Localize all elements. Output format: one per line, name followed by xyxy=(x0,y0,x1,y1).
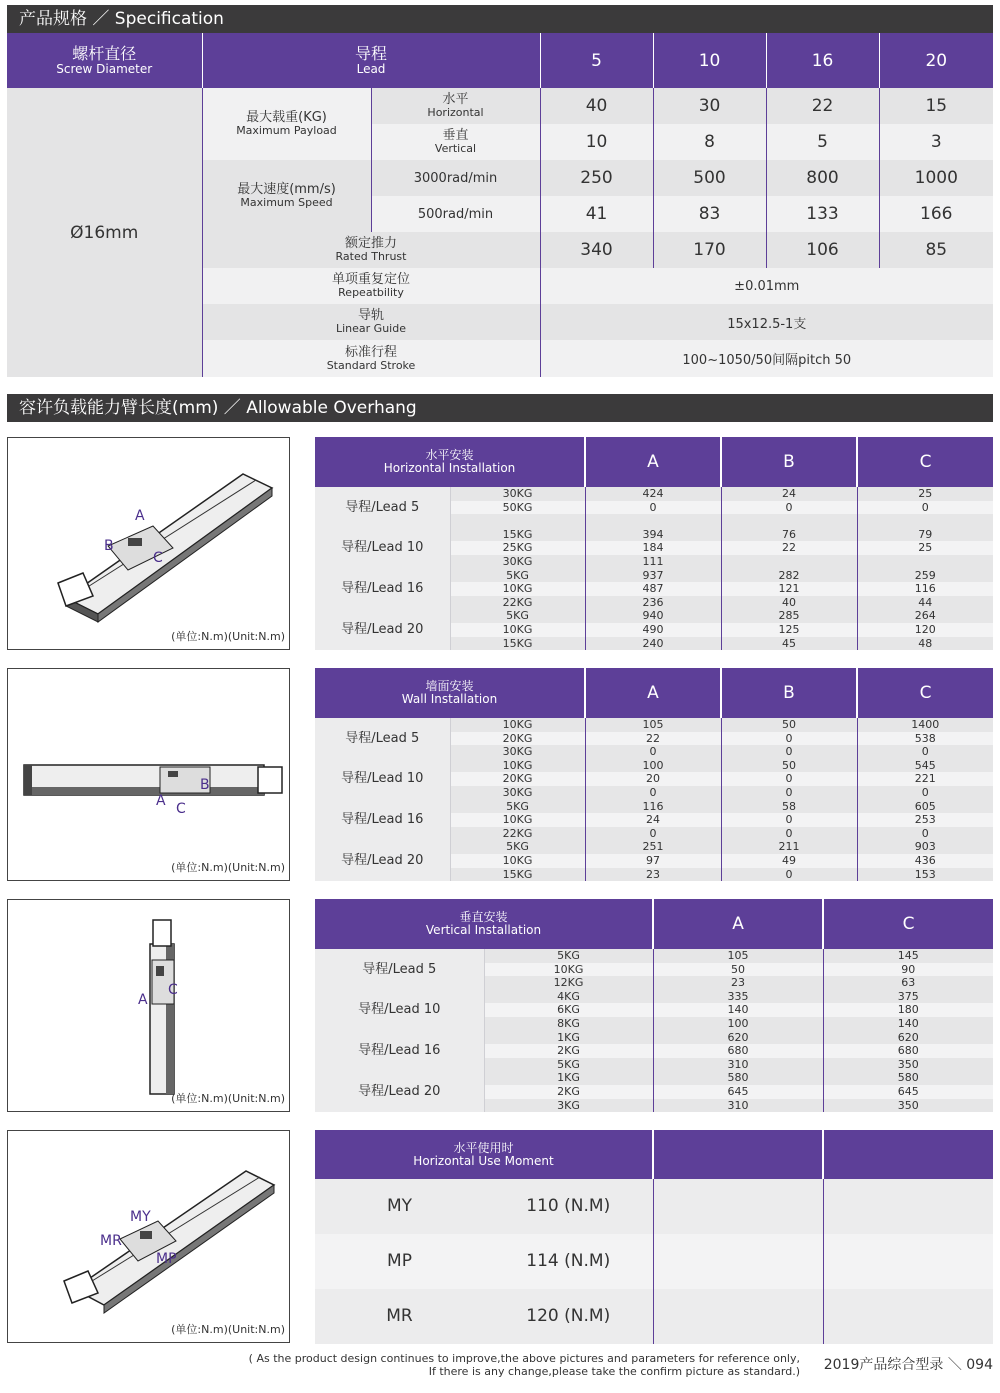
value-cell: 645 xyxy=(823,1085,993,1099)
value-cell: 903 xyxy=(857,840,993,854)
value-cell: 100 xyxy=(585,759,721,773)
moment-mp-label: MP xyxy=(315,1234,484,1289)
label-c: C xyxy=(168,982,178,998)
label-b: B xyxy=(104,538,114,554)
value-cell: 221 xyxy=(857,772,993,786)
value-cell: 120 xyxy=(857,623,993,637)
load-cell: 5KG xyxy=(484,949,653,963)
moment-table-title: 水平使用时 Horizontal Use Moment xyxy=(315,1130,653,1179)
value-cell: 424 xyxy=(585,487,721,501)
value-cell: 490 xyxy=(585,623,721,637)
screw-diameter-value: Ø16mm xyxy=(7,88,202,377)
lead-10-header: 10 xyxy=(653,33,766,88)
value-cell: 538 xyxy=(857,732,993,746)
moment-table xyxy=(315,1130,993,1344)
lead-label: 导程/Lead 20 xyxy=(315,1071,484,1112)
wall-overhang-table xyxy=(315,668,993,881)
speed-label: 最大速度(mm/s) Maximum Speed xyxy=(202,160,371,232)
load-cell: 20KG xyxy=(450,732,585,746)
speed1-16: 800 xyxy=(766,160,879,196)
value-cell: 285 xyxy=(721,609,857,623)
lead-label: 导程/Lead 5 xyxy=(315,949,484,990)
label-my: MY xyxy=(130,1209,151,1225)
load-cell: 10KG xyxy=(450,623,585,637)
load-cell: 5KG xyxy=(484,1058,653,1072)
value-cell: 0 xyxy=(857,786,993,800)
payload-v-5: 10 xyxy=(540,124,653,160)
lead-label: 导程/Lead 20 xyxy=(315,609,450,650)
lead-20-header: 20 xyxy=(879,33,993,88)
load-cell: 5KG xyxy=(450,609,585,623)
value-cell: 0 xyxy=(857,827,993,841)
value-cell: 140 xyxy=(823,1017,993,1031)
value-cell: 580 xyxy=(823,1071,993,1085)
value-cell: 350 xyxy=(823,1058,993,1072)
load-cell: 5KG xyxy=(450,569,585,583)
load-cell: 15KG xyxy=(450,528,585,542)
table-row xyxy=(315,609,993,623)
vertical-label: 垂直 Vertical xyxy=(371,124,540,160)
speed1-10: 500 xyxy=(653,160,766,196)
load-cell: 1KG xyxy=(484,1031,653,1045)
value-cell: 0 xyxy=(585,786,721,800)
value-cell: 44 xyxy=(857,596,993,610)
lead-label: 导程/Lead 16 xyxy=(315,1031,484,1072)
screw-diameter-header: 螺杆直径 Screw Diameter xyxy=(7,33,202,88)
value-cell: 0 xyxy=(857,501,993,515)
value-cell: 0 xyxy=(585,827,721,841)
value-cell: 121 xyxy=(721,582,857,596)
payload-v-10: 8 xyxy=(653,124,766,160)
value-cell: 90 xyxy=(823,963,993,977)
vertical-actuator-drawing xyxy=(8,900,289,1111)
value-cell: 940 xyxy=(585,609,721,623)
value-cell: 0 xyxy=(721,813,857,827)
wall-actuator-drawing xyxy=(8,669,289,880)
thrust-label: 额定推力 Rated Thrust xyxy=(202,232,540,268)
value-cell: 0 xyxy=(721,501,857,515)
value-cell: 184 xyxy=(585,541,721,555)
unit-label: (单位:N.m)(Unit:N.m) xyxy=(171,1092,285,1105)
col-a-header: A xyxy=(653,899,823,949)
label-b: B xyxy=(200,777,210,793)
label-a: A xyxy=(156,793,166,809)
load-cell: 10KG xyxy=(484,963,653,977)
value-cell: 0 xyxy=(585,501,721,515)
lead-label: 导程/Lead 20 xyxy=(315,840,450,881)
moment-empty xyxy=(653,1179,823,1234)
table-row xyxy=(315,990,993,1004)
repeatability-label: 单项重复定位 Repeatbility xyxy=(202,268,540,304)
unit-label: (单位:N.m)(Unit:N.m) xyxy=(171,1323,285,1336)
stroke-label: 标准行程 Standard Stroke xyxy=(202,340,540,377)
moment-empty xyxy=(653,1289,823,1344)
speed2-5: 41 xyxy=(540,196,653,232)
value-cell: 394 xyxy=(585,528,721,542)
moment-empty xyxy=(823,1289,993,1344)
speed2-20: 166 xyxy=(879,196,993,232)
wall-table-title: 墙面安装 Wall Installation xyxy=(315,668,585,718)
value-cell: 45 xyxy=(721,637,857,651)
value-cell: 50 xyxy=(721,718,857,732)
value-cell: 22 xyxy=(721,541,857,555)
unit-label: (单位:N.m)(Unit:N.m) xyxy=(171,861,285,874)
value-cell: 100 xyxy=(653,1017,823,1031)
value-cell: 253 xyxy=(857,813,993,827)
value-cell: 153 xyxy=(857,868,993,882)
horizontal-install-diagram xyxy=(7,437,290,650)
empty-header xyxy=(823,1130,993,1179)
table-row xyxy=(315,1071,993,1085)
value-cell: 620 xyxy=(653,1031,823,1045)
overhang-section-title: 容许负载能力臂长度(mm) ／ Allowable Overhang xyxy=(7,394,993,422)
value-cell: 48 xyxy=(857,637,993,651)
payload-h-20: 15 xyxy=(879,88,993,124)
value-cell: 0 xyxy=(721,745,857,759)
col-a-header: A xyxy=(585,437,721,487)
lead-label: 导程/Lead 5 xyxy=(315,487,450,528)
label-c: C xyxy=(153,550,163,566)
value-cell: 0 xyxy=(721,827,857,841)
load-cell: 10KG xyxy=(450,854,585,868)
vertical-install-diagram xyxy=(7,899,290,1112)
value-cell: 0 xyxy=(721,786,857,800)
value-cell: 111 xyxy=(585,555,721,569)
table-row xyxy=(315,1031,993,1045)
horizontal-actuator-drawing xyxy=(8,438,289,649)
load-cell: 15KG xyxy=(450,637,585,651)
value-cell: 1400 xyxy=(857,718,993,732)
value-cell xyxy=(857,555,993,569)
catalog-page: 2019产品综合型录 ＼ 094 xyxy=(823,1357,993,1373)
load-cell: 30KG xyxy=(450,487,585,501)
table-row xyxy=(315,528,993,542)
load-cell: 30KG xyxy=(450,745,585,759)
lead-label: 导程/Lead 10 xyxy=(315,990,484,1031)
col-a-header: A xyxy=(585,668,721,718)
speed1-5: 250 xyxy=(540,160,653,196)
value-cell: 79 xyxy=(857,528,993,542)
horizontal-table-title: 水平安装 Horizontal Installation xyxy=(315,437,585,487)
horizontal-label: 水平 Horizontal xyxy=(371,88,540,124)
moment-empty xyxy=(823,1179,993,1234)
load-cell: 1KG xyxy=(484,1071,653,1085)
payload-h-10: 30 xyxy=(653,88,766,124)
label-mp: MP xyxy=(156,1251,177,1267)
lead-label: 导程/Lead 10 xyxy=(315,528,450,569)
value-cell: 0 xyxy=(721,772,857,786)
lead-16-header: 16 xyxy=(766,33,879,88)
value-cell: 680 xyxy=(653,1044,823,1058)
horizontal-overhang-table xyxy=(315,437,993,650)
value-cell: 0 xyxy=(721,732,857,746)
moment-my-value: 110 (N.M) xyxy=(484,1179,653,1234)
value-cell: 23 xyxy=(585,868,721,882)
col-c-header: C xyxy=(857,668,993,718)
payload-v-16: 5 xyxy=(766,124,879,160)
load-cell: 15KG xyxy=(450,868,585,882)
value-cell: 116 xyxy=(585,800,721,814)
value-cell: 259 xyxy=(857,569,993,583)
value-cell: 23 xyxy=(653,976,823,990)
value-cell: 251 xyxy=(585,840,721,854)
table-row xyxy=(315,569,993,583)
moment-empty xyxy=(823,1234,993,1289)
moment-mr-value: 120 (N.M) xyxy=(484,1289,653,1344)
lead-label: 导程/Lead 16 xyxy=(315,800,450,841)
rpm-3000-label: 3000rad/min xyxy=(371,160,540,196)
value-cell: 310 xyxy=(653,1099,823,1113)
unit-label: (单位:N.m)(Unit:N.m) xyxy=(171,630,285,643)
label-a: A xyxy=(138,992,148,1008)
value-cell: 487 xyxy=(585,582,721,596)
load-cell: 30KG xyxy=(450,786,585,800)
lead-label: 导程/Lead 5 xyxy=(315,718,450,759)
value-cell: 105 xyxy=(653,949,823,963)
value-cell: 211 xyxy=(721,840,857,854)
col-c-header: C xyxy=(857,437,993,487)
load-cell: 25KG xyxy=(450,541,585,555)
moment-mp-value: 114 (N.M) xyxy=(484,1234,653,1289)
value-cell: 0 xyxy=(585,745,721,759)
value-cell: 264 xyxy=(857,609,993,623)
speed1-20: 1000 xyxy=(879,160,993,196)
value-cell: 125 xyxy=(721,623,857,637)
value-cell: 545 xyxy=(857,759,993,773)
payload-label: 最大载重(KG) Maximum Payload xyxy=(202,88,371,160)
value-cell: 58 xyxy=(721,800,857,814)
load-cell: 6KG xyxy=(484,1003,653,1017)
value-cell: 49 xyxy=(721,854,857,868)
value-cell: 580 xyxy=(653,1071,823,1085)
empty-header xyxy=(653,1130,823,1179)
thrust-5: 340 xyxy=(540,232,653,268)
value-cell: 24 xyxy=(585,813,721,827)
wall-install-diagram xyxy=(7,668,290,881)
value-cell: 605 xyxy=(857,800,993,814)
col-b-header: B xyxy=(721,668,857,718)
repeatability-value: ±0.01mm xyxy=(540,268,993,304)
thrust-20: 85 xyxy=(879,232,993,268)
value-cell: 97 xyxy=(585,854,721,868)
value-cell: 0 xyxy=(721,868,857,882)
load-cell: 22KG xyxy=(450,596,585,610)
value-cell: 436 xyxy=(857,854,993,868)
value-cell: 620 xyxy=(823,1031,993,1045)
lead-header: 导程 Lead xyxy=(202,33,540,88)
load-cell: 50KG xyxy=(450,501,585,515)
value-cell xyxy=(721,555,857,569)
value-cell: 50 xyxy=(653,963,823,977)
rpm-500-label: 500rad/min xyxy=(371,196,540,232)
value-cell xyxy=(585,514,721,528)
moment-diagram xyxy=(7,1130,290,1343)
value-cell: 680 xyxy=(823,1044,993,1058)
moment-empty xyxy=(653,1234,823,1289)
table-row xyxy=(315,800,993,814)
load-cell: 10KG xyxy=(450,718,585,732)
lead-label: 导程/Lead 16 xyxy=(315,569,450,610)
table-row xyxy=(315,949,993,963)
lead-5-header: 5 xyxy=(540,33,653,88)
load-cell: 5KG xyxy=(450,840,585,854)
moment-my-label: MY xyxy=(315,1179,484,1234)
guide-label: 导轨 Linear Guide xyxy=(202,304,540,340)
load-cell: 2KG xyxy=(484,1044,653,1058)
load-cell: 22KG xyxy=(450,827,585,841)
value-cell: 105 xyxy=(585,718,721,732)
load-cell: 12KG xyxy=(484,976,653,990)
table-row xyxy=(315,759,993,773)
moment-mr-label: MR xyxy=(315,1289,484,1344)
speed2-16: 133 xyxy=(766,196,879,232)
payload-h-16: 22 xyxy=(766,88,879,124)
value-cell: 350 xyxy=(823,1099,993,1113)
value-cell xyxy=(721,514,857,528)
stroke-value: 100~1050/50间隔pitch 50 xyxy=(540,340,993,377)
value-cell: 50 xyxy=(721,759,857,773)
table-row xyxy=(315,840,993,854)
speed2-10: 83 xyxy=(653,196,766,232)
value-cell: 282 xyxy=(721,569,857,583)
load-cell: 2KG xyxy=(484,1085,653,1099)
value-cell: 40 xyxy=(721,596,857,610)
value-cell: 180 xyxy=(823,1003,993,1017)
value-cell: 145 xyxy=(823,949,993,963)
table-row xyxy=(315,718,993,732)
value-cell: 25 xyxy=(857,487,993,501)
value-cell: 20 xyxy=(585,772,721,786)
value-cell: 22 xyxy=(585,732,721,746)
load-cell: 10KG xyxy=(450,759,585,773)
lead-label: 导程/Lead 10 xyxy=(315,759,450,800)
vertical-overhang-table xyxy=(315,899,993,1112)
value-cell: 0 xyxy=(857,745,993,759)
load-cell: 3KG xyxy=(484,1099,653,1113)
vertical-table-title: 垂直安装 Vertical Installation xyxy=(315,899,653,949)
load-cell: 10KG xyxy=(450,813,585,827)
value-cell: 335 xyxy=(653,990,823,1004)
label-mr: MR xyxy=(100,1233,122,1249)
value-cell: 937 xyxy=(585,569,721,583)
value-cell: 116 xyxy=(857,582,993,596)
payload-h-5: 40 xyxy=(540,88,653,124)
value-cell: 25 xyxy=(857,541,993,555)
value-cell: 63 xyxy=(823,976,993,990)
guide-value: 15x12.5-1支 xyxy=(540,304,993,340)
value-cell: 76 xyxy=(721,528,857,542)
table-row xyxy=(315,487,993,501)
value-cell: 240 xyxy=(585,637,721,651)
load-cell: 5KG xyxy=(450,800,585,814)
label-a: A xyxy=(135,508,145,524)
value-cell xyxy=(857,514,993,528)
value-cell: 375 xyxy=(823,990,993,1004)
value-cell: 310 xyxy=(653,1058,823,1072)
load-cell xyxy=(450,514,585,528)
load-cell: 10KG xyxy=(450,582,585,596)
col-c-header: C xyxy=(823,899,993,949)
col-b-header: B xyxy=(721,437,857,487)
thrust-16: 106 xyxy=(766,232,879,268)
value-cell: 645 xyxy=(653,1085,823,1099)
load-cell: 4KG xyxy=(484,990,653,1004)
moment-actuator-drawing xyxy=(8,1131,289,1342)
load-cell: 30KG xyxy=(450,555,585,569)
load-cell: 8KG xyxy=(484,1017,653,1031)
value-cell: 24 xyxy=(721,487,857,501)
payload-v-20: 3 xyxy=(879,124,993,160)
value-cell: 140 xyxy=(653,1003,823,1017)
load-cell: 20KG xyxy=(450,772,585,786)
thrust-10: 170 xyxy=(653,232,766,268)
spec-section-title: 产品规格 ／ Specification xyxy=(7,5,993,33)
footer-note: ( As the product design continues to improve,the above pictures and parameters for reference only, If there is any change,please take the confirm picture as standard.) xyxy=(248,1352,800,1378)
value-cell: 236 xyxy=(585,596,721,610)
spec-table xyxy=(7,33,993,377)
label-c: C xyxy=(176,801,186,817)
